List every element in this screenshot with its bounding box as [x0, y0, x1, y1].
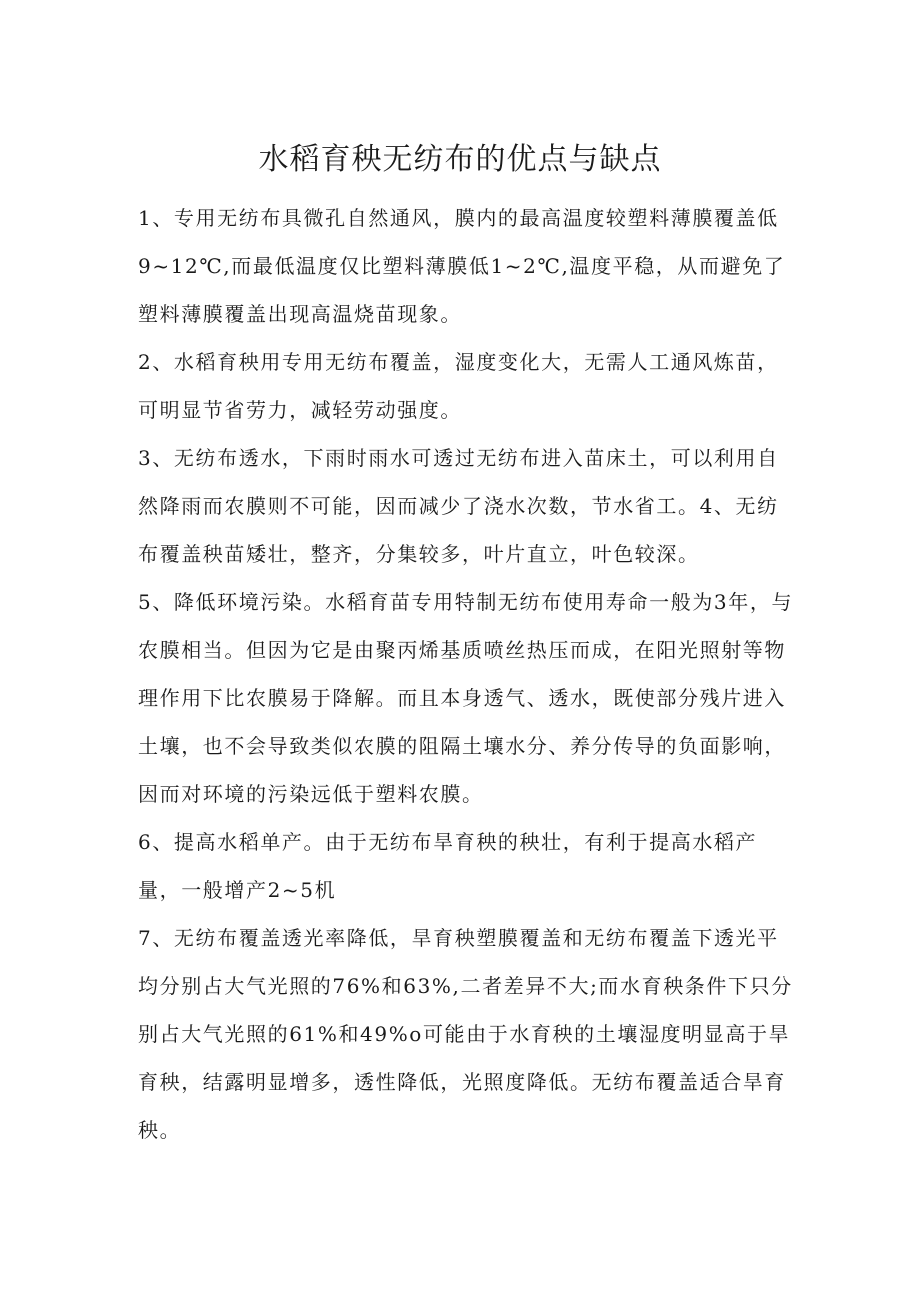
paragraph-6: 6、提高水稻单产。由于无纺布旱育秧的秧壮，有利于提高水稻产量，一般增产2~5机 — [138, 830, 758, 902]
paragraph-5: 5、降低环境污染。水稻育苗专用特制无纺布使用寿命一般为3年，与农膜相当。但因为它是由聚丙烯基质喷丝热压而成，在阳光照射等物理作用下比农膜易于降解。而且本身透气、透水，既使部分残片进入土壤，也不会导致类似农膜的阻隔土壤水分、养分传导的负面影响，因而对环境的污染远低于塑料农膜。 — [138, 590, 794, 806]
document-title: 水稻育秧无纺布的优点与缺点 — [258, 142, 662, 177]
document-body — [138, 194, 798, 1154]
paragraph-2: 2、水稻育秧用专用无纺布覆盖，湿度变化大，无需人工通风炼苗，可明显节省劳力，减轻劳动强度。 — [138, 350, 779, 422]
paragraph-3: 3、无纺布透水，下雨时雨水可透过无纺布进入苗床土，可以利用自然降雨而农膜则不可能，因而减少了浇水次数，节水省工。4、无纺布覆盖秧苗矮壮，整齐，分集较多，叶片直立，叶色较深。 — [138, 446, 779, 566]
paragraph-1: 1、专用无纺布具微孔自然通风，膜内的最高温度较塑料薄膜覆盖低9~12℃,而最低温度仅比塑料薄膜低1~2℃,温度平稳，从而避免了塑料薄膜覆盖出现高温烧苗现象。 — [138, 206, 786, 326]
paragraph-7: 7、无纺布覆盖透光率降低，旱育秧塑膜覆盖和无纺布覆盖下透光平均分别占大气光照的76%和63%,二者差异不大;而水育秧条件下只分别占大气光照的61%和49%o可能由于水育秧的土壤湿度明显高于旱育秧，结露明显增多，透性降低，光照度降低。无纺布覆盖适合旱育秧。 — [138, 926, 793, 1142]
